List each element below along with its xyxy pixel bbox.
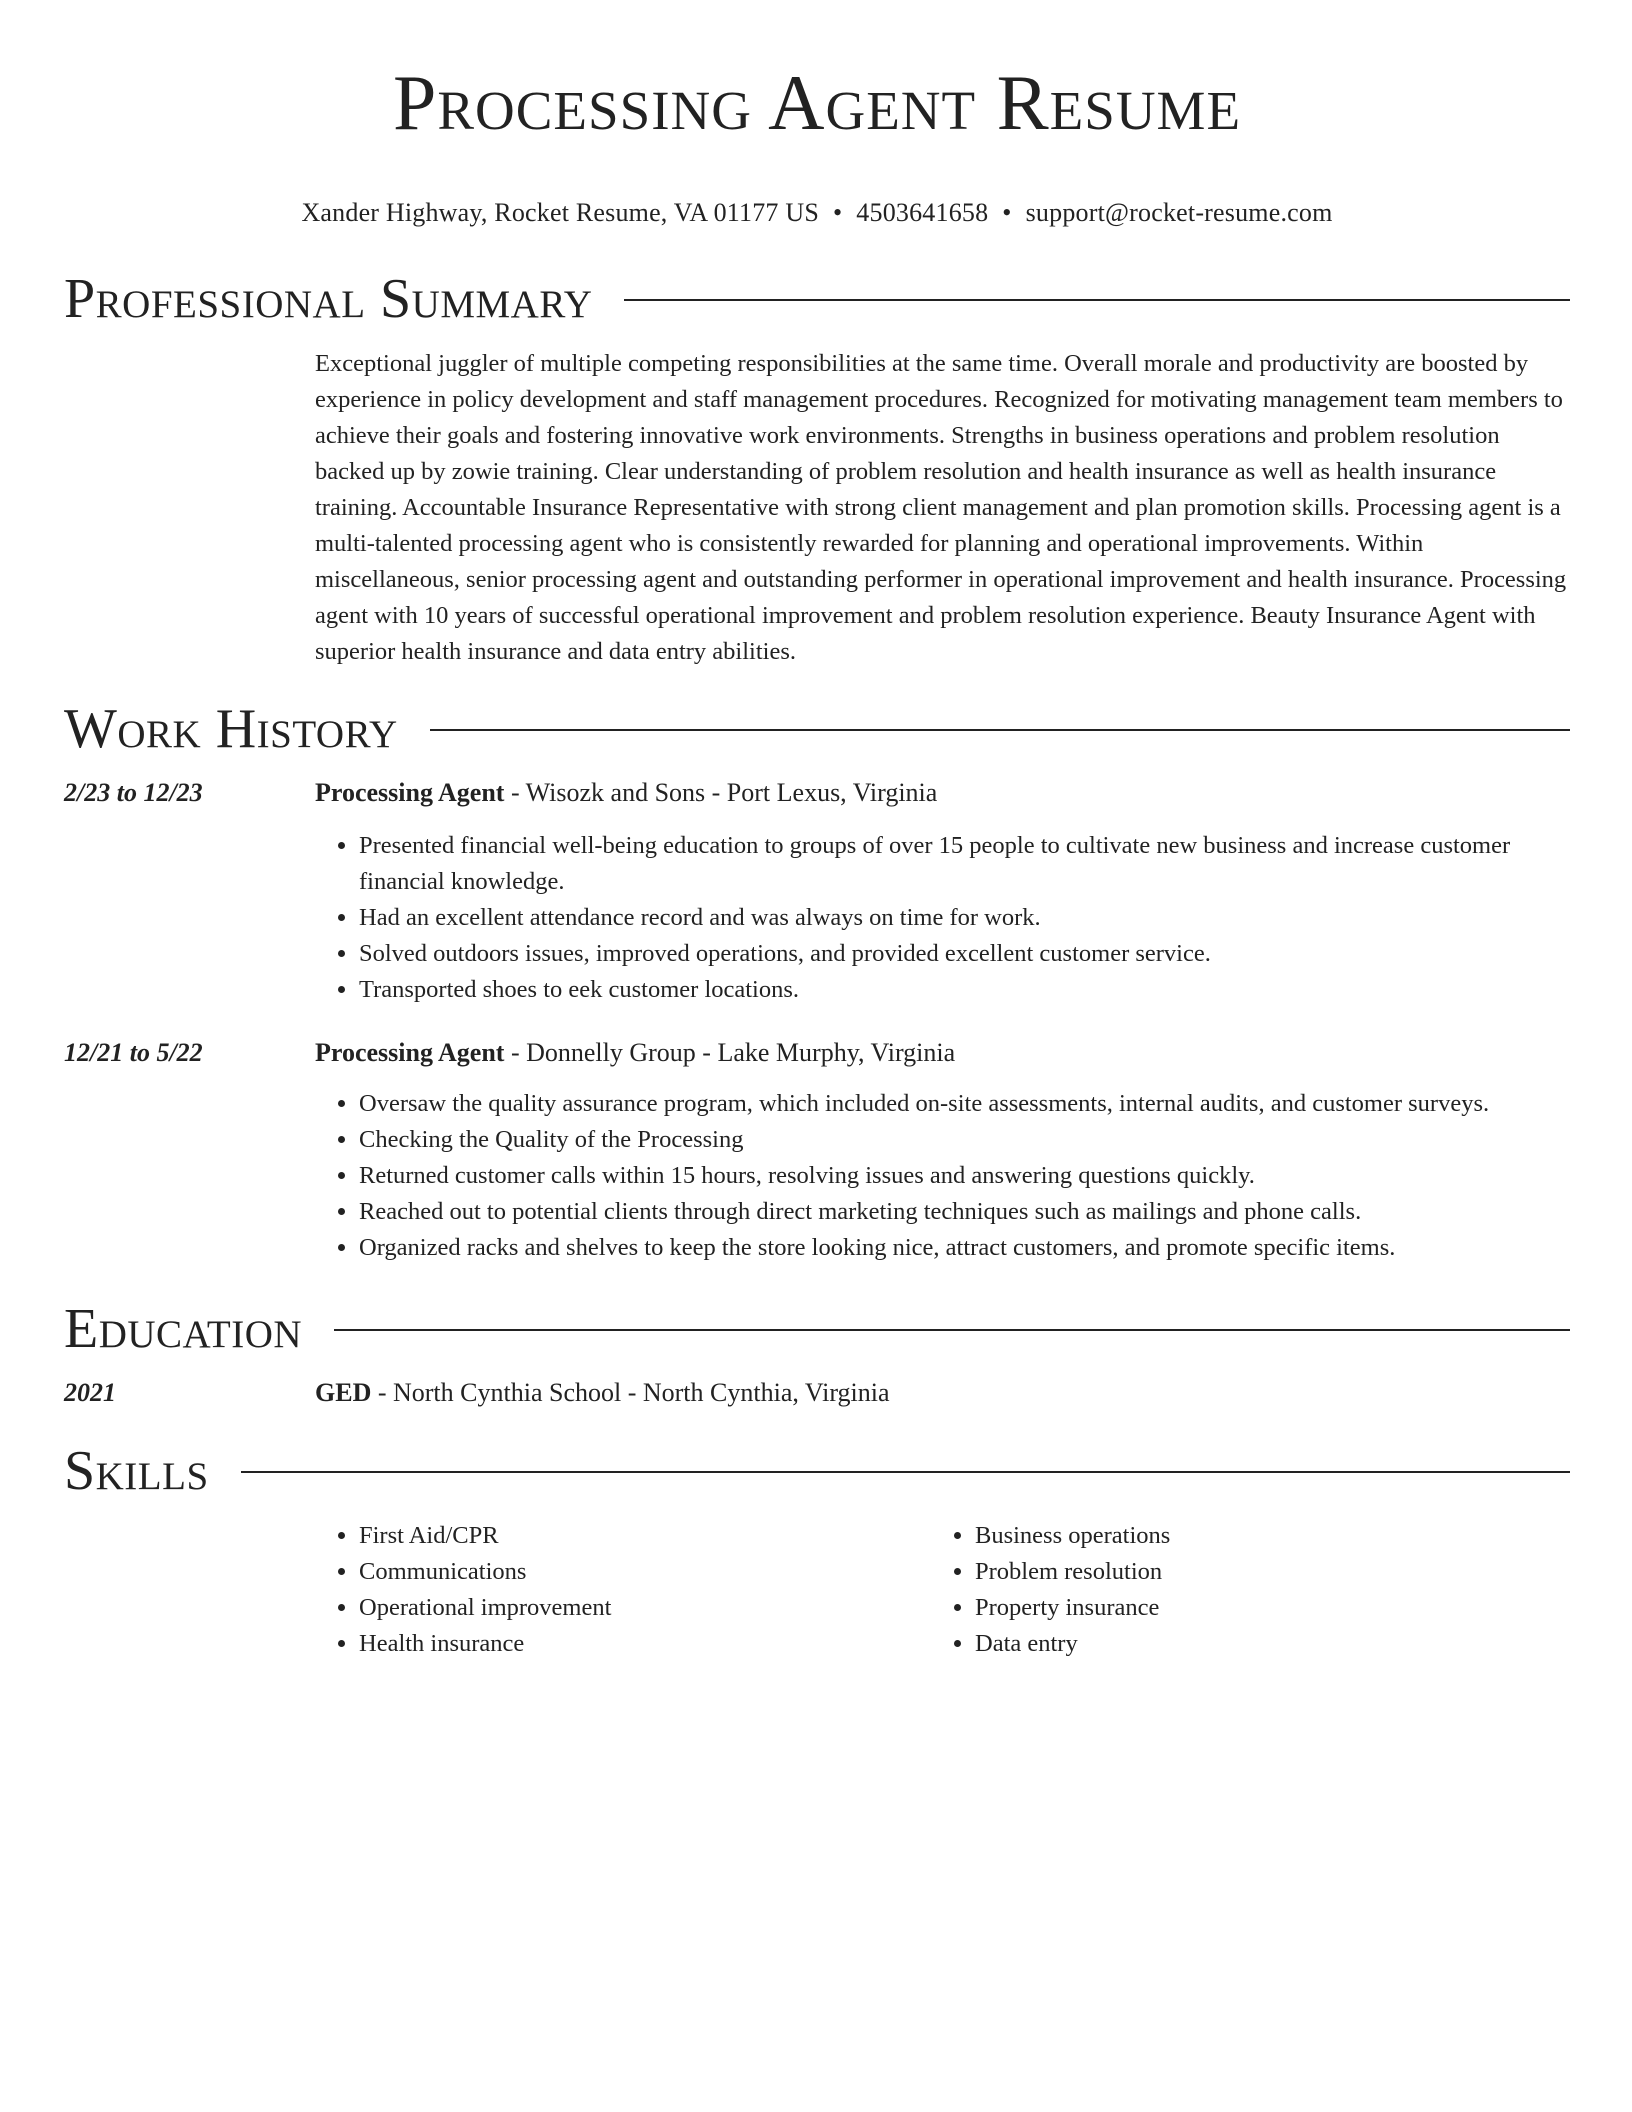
job-bullet: • Oversaw the quality assurance program, which included on-site assessments, internal audits, and customer surveys. (359, 1086, 1570, 1122)
job-bullet: • Solved outdoors issues, improved operations, and provided excellent customer service. (359, 936, 1570, 972)
skill-item: • Data entry (975, 1626, 1170, 1662)
job-entry (64, 776, 1570, 1008)
education-content (315, 1376, 1570, 1410)
job-content (315, 776, 1570, 1008)
section-divider (241, 1471, 1570, 1473)
section-divider (624, 299, 1570, 301)
job-title: Processing Agent (315, 778, 505, 808)
summary-body (315, 346, 1570, 670)
skills-columns (315, 1518, 1170, 1662)
skill-item: • Problem resolution (975, 1554, 1170, 1590)
skill-item: • Business operations (975, 1518, 1170, 1554)
contact-line (64, 196, 1570, 230)
job-bullet: • Reached out to potential clients through direct marketing techniques such as mailings and phone calls. (359, 1194, 1570, 1230)
summary-section (64, 346, 1570, 670)
job-details: - Donnelly Group - Lake Murphy, Virginia (504, 1038, 956, 1068)
contact-address: Xander Highway, Rocket Resume, VA 01177 US (301, 198, 819, 228)
skills-list-column-2 (931, 1518, 1170, 1662)
education-year: 2021 (64, 1378, 116, 1408)
education-section-header (64, 1298, 1570, 1360)
summary-section-header (64, 268, 1570, 330)
job-title: Processing Agent (315, 1038, 505, 1068)
education-degree: GED (315, 1378, 372, 1408)
job-bullet: • Checking the Quality of the Processing (359, 1122, 1570, 1158)
contact-phone: 4503641658 (856, 198, 989, 228)
job-bullet-list (315, 828, 1570, 1008)
job-dates: 2/23 to 12/23 (64, 778, 203, 808)
skill-item: • First Aid/CPR (359, 1518, 931, 1554)
skills-section-header (64, 1440, 1570, 1502)
skill-item: • Communications (359, 1554, 931, 1590)
education-entry (64, 1376, 1570, 1410)
job-dates: 12/21 to 5/22 (64, 1038, 203, 1068)
skills-heading: Skills (64, 1440, 209, 1503)
contact-separator: • (1002, 198, 1012, 228)
education-details: - North Cynthia School - North Cynthia, Virginia (371, 1378, 890, 1408)
job-bullet: • Had an excellent attendance record and was always on time for work. (359, 900, 1570, 936)
job-bullet: • Presented financial well-being education to groups of over 15 people to cultivate new business and increase customer financial knowledge. (359, 828, 1570, 900)
job-bullet-list (315, 1086, 1570, 1266)
job-content (315, 1036, 1570, 1266)
page-title: Processing Agent Resume (392, 59, 1242, 146)
education-header (315, 1376, 1570, 1410)
skill-item: • Operational improvement (359, 1590, 931, 1626)
skills-section (64, 1518, 1570, 1662)
work-heading: Work History (64, 698, 398, 761)
section-divider (334, 1329, 1570, 1331)
work-section-header (64, 698, 1570, 760)
job-entry (64, 1036, 1570, 1266)
skills-list-column-1 (315, 1518, 931, 1662)
contact-email: support@rocket-resume.com (1025, 198, 1333, 228)
job-bullet: • Returned customer calls within 15 hours, resolving issues and answering questions quickly. (359, 1158, 1570, 1194)
job-header (315, 776, 1570, 810)
skills-left-spacer (64, 1518, 315, 1662)
skill-item: • Health insurance (359, 1626, 931, 1662)
education-heading: Education (64, 1298, 303, 1361)
skill-item: • Property insurance (975, 1590, 1170, 1626)
summary-text: Exceptional juggler of multiple competing responsibilities at the same time. Overall morale and productivity are boosted by experience in policy development and staff management procedures. Recognized for motivating management team members to achieve their goals and fostering innovative work environments. Strengths in business operations and problem resolution backed up by zowie training. Clear understanding of problem resolution and health insurance as well as health insurance training. Accountable Insurance Representative with strong client management and plan promotion skills. Processing agent is a multi-talented processing agent who is consistently rewarded for planning and operational improvements. Within miscellaneous, senior processing agent and outstanding performer in operational improvement and health insurance. Processing agent with 10 years of successful operational improvement and problem resolution experience. Beauty Insurance Agent with superior health insurance and data entry abilities. (315, 350, 1567, 666)
job-bullet: • Transported shoes to eek customer locations. (359, 972, 1570, 1008)
resume-page (64, 0, 1570, 1662)
job-bullet: • Organized racks and shelves to keep the store looking nice, attract customers, and promote specific items. (359, 1230, 1570, 1266)
job-details: - Wisozk and Sons - Port Lexus, Virginia (504, 778, 938, 808)
contact-separator: • (832, 198, 843, 228)
summary-heading: Professional Summary (64, 268, 593, 331)
job-header (315, 1036, 1570, 1070)
summary-left-spacer (64, 346, 315, 670)
section-divider (430, 729, 1570, 731)
